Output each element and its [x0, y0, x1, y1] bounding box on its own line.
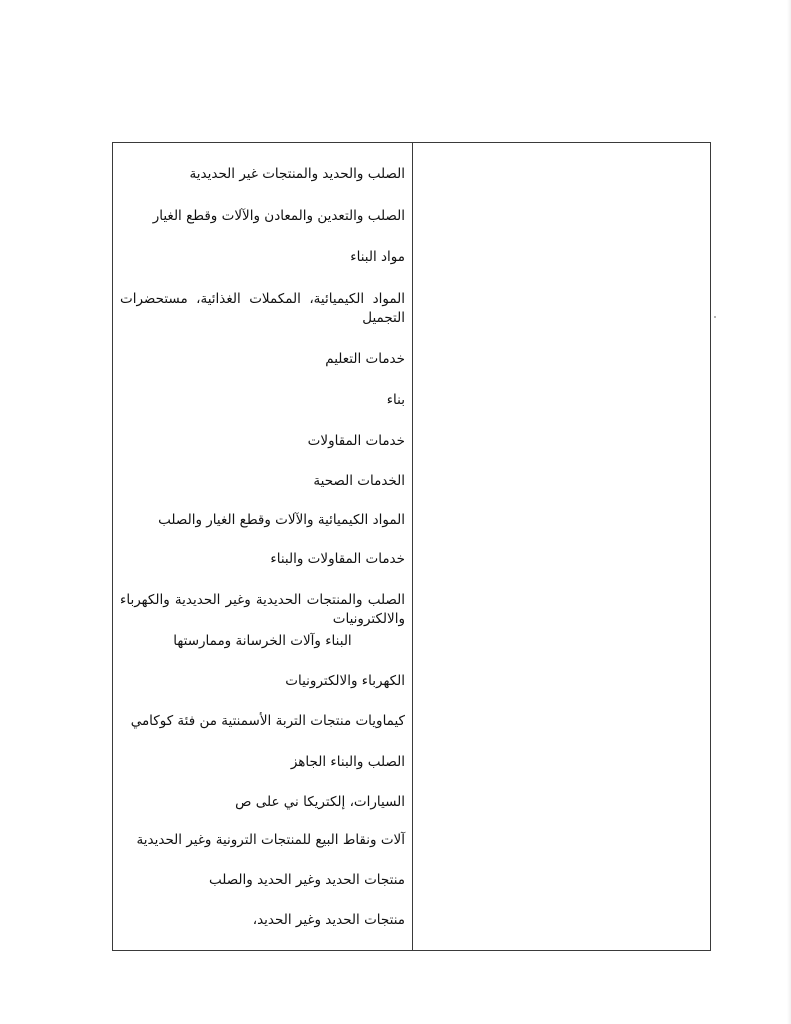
table-entry: خدمات المقاولات — [307, 433, 405, 449]
table-entry: الصلب والمنتجات الحديدية وغير الحديدية والكهرباء والالكترونيات — [120, 592, 405, 627]
right-column-cell — [413, 143, 710, 950]
left-column-cell — [113, 143, 412, 950]
table-entry: آلات ونقاط البيع للمنتجات الترونية وغير الحديدية — [136, 832, 405, 848]
table-entry: المواد الكيميائية، المكملات الغذائية، مستحضرات التجميل — [120, 291, 405, 326]
table-entry: خدمات المقاولات والبناء — [270, 551, 405, 567]
table-entry: بناء — [386, 392, 405, 408]
page-edge-shadow — [787, 0, 791, 1024]
table-entry: منتجات الحديد وغير الحديد والصلب — [208, 872, 405, 888]
table-entry: منتجات الحديد وغير الحديد، — [252, 912, 405, 928]
table-entry: البناء وآلات الخرسانة وممارستها — [173, 633, 352, 649]
table-entry: خدمات التعليم — [325, 351, 405, 367]
table-entry: الصلب والحديد والمنتجات غير الحديدية — [189, 166, 405, 182]
scan-speck — [714, 316, 716, 318]
table-entry: المواد الكيميائية والآلات وقطع الغيار والصلب — [158, 512, 405, 528]
table-entry: الصلب والتعدين والمعادن والآلات وقطع الغيار — [152, 208, 405, 224]
table-entry: مواد البناء — [350, 249, 405, 265]
table-entry: كيماويات منتجات التربة الأسمنتية من فئة كوكامي — [130, 713, 405, 729]
table-entry: الخدمات الصحية — [313, 473, 405, 489]
document-table — [112, 142, 711, 951]
table-entry: الصلب والبناء الجاهز — [290, 754, 405, 770]
table-entry: الكهرباء والالكترونيات — [285, 673, 405, 689]
table-entry: السيارات، إلكتريكا ني على ص — [235, 794, 405, 810]
